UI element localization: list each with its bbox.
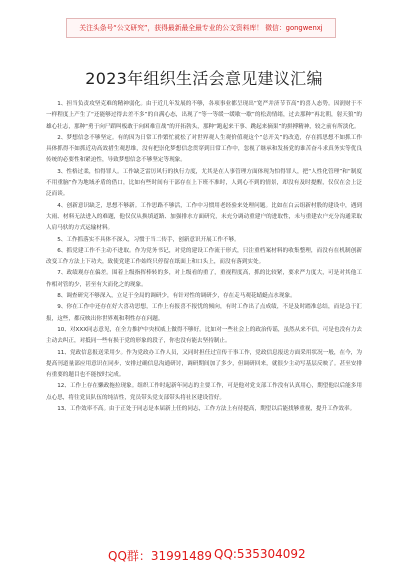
- paragraph-4: 4、创新意识缺乏，思想不够新。工作思路不够活，工作中习惯用老经验来处理问题。比如在白云组新村股的建设中，遇到大雨、材料无法进入的难题，他仅仅从换填道路、加强排水方面研究，未充分调动重建户的进取性，未与重建农户充分沟通采取人肩马驮的方式运输材料。: [46, 202, 362, 232]
- paragraph-7: 7、政绩观存在偏差。围着上级指挥棒转的多，对上级看的重了，重视程度高，抓的比较紧，要求严力度大，可是对其他工作相对管的少，甚至有大而化之的现象。: [46, 270, 362, 288]
- document-title: 2023年组织生活会意见建议汇编: [85, 69, 323, 88]
- paragraph-9: 9、你在工作中还存在好大喜功思想，工作上有报喜不报忧的倾向，有时工作出了点成绩，不是及时踏准总结，而是急于汇报，这些，都反映出你世界观和利性存在问题。: [46, 304, 362, 322]
- paragraph-10: 10、对XXX同志意见，在全力推护中央权威上做得不够好。比如对一些社会上的政治传谣，虽然从来不信，可是也没有力去主动去纠正，对抵同一些有损于党的形象的段子，你也没有能去坚持制止。: [46, 326, 362, 345]
- paragraph-13: 13、工作效率不高。由于正处于同志是本届新上任的同志，工作方法上有待提高，期望以后能找够重视，提升工作效率。: [57, 406, 356, 413]
- paragraph-6: 6、抓党建工作不主动不进取。作为党务书记，对党的建设工作流于形式，只注重档案材料的收集整理，而没有在机制创新改变工作方法上下功夫，致使党建工作始终只停留在纸面上和口头上，而没有落到实处。: [46, 247, 362, 266]
- footer: [0, 544, 408, 564]
- paragraph-3: 3、性格过柔，怕得罪人。工作缺乏雷厉风行的执行力度，尤其是在人事管理方面体现为怕得罪人，把“人性化管理”和“制度不用重脑”作为地域矛盾的借口，比如有些时间有干部存在上下班不准时，人到心不到的情景，却没有及时提醒，仅仅在会上泛泛而谈。: [46, 168, 362, 198]
- promo-banner-text: 关注头条号“公文研究”，获得最新最全最专业的公文资料库！ 微信：gongwenxj: [79, 24, 323, 32]
- promo-banner: [66, 18, 336, 38]
- paragraph-8: 8、调查研究不够深入，立足于全局的调研少，有针对性的调研少，存在走马观花蜻蜓点水现象。: [57, 293, 296, 300]
- paragraph-1: 1、担当负责攻坚克难的精神弱化。由于近几年发展的不够，各项事业都呈现出“宽严并济节节高”的喜人态势。因润财于不一样程度上产生了“还能够过得去差不多”的自满心态，出现了“等一等缓一缓歇一歇”的松劲情绪，过去那种“再北朝，射天狼”的雄心壮志，那种“勇于向尸蹈叫板敢于向困难宣战”的开拓勃头，那种“跑起来干事、跳起来摘果”的拼搏精神，较之前有所淡化。: [46, 101, 362, 130]
- footer-qq: QQ:535304092: [214, 547, 306, 561]
- document-body: [46, 99, 362, 415]
- paragraph-11: 11、党政信息报送采用少。作为党政办工作人员，又同时担任过宣传干事工作，党政信息报送方面采用状况一般，在今，为提高刊道量部应用意识在同步，安排过确信息沟通研讨，调研期间加了多少，但调研回来，就很少主动写基层反映了。甚至安排有重要的题目也不能按时完成。: [46, 349, 362, 379]
- paragraph-2: 2、梦想信念不够坚定。有的因为日常工作繁忙就松了对世界观人生观价值观这个“总开关”的改造，存在抓思想不如抓工作具体抓得不如抓近功高效措生观思维，没有把崇化梦想信念贯穿到日常工作中，忽视了继承和发扬党的谁苦奋斗求真务实等优良传统的必要性和紧迫性，导致梦想信念不够坚定等现象。: [46, 134, 362, 164]
- paragraph-12: 12、工作上存在懒政拖拉现象。组织工作时起新年同志的主要工作，可是他对党支部工作没有认真用心，期望他以后能多用点心思，将往党员队伍的纯洁性，党员带头党支部带头将社区建设管好。: [46, 383, 362, 401]
- footer-qq-group: QQ群：31991489: [108, 549, 212, 563]
- paragraph-5: 5、工作抓落实不具体不深入，习惯于当二传手，创新意识开展工作不够。: [57, 236, 240, 243]
